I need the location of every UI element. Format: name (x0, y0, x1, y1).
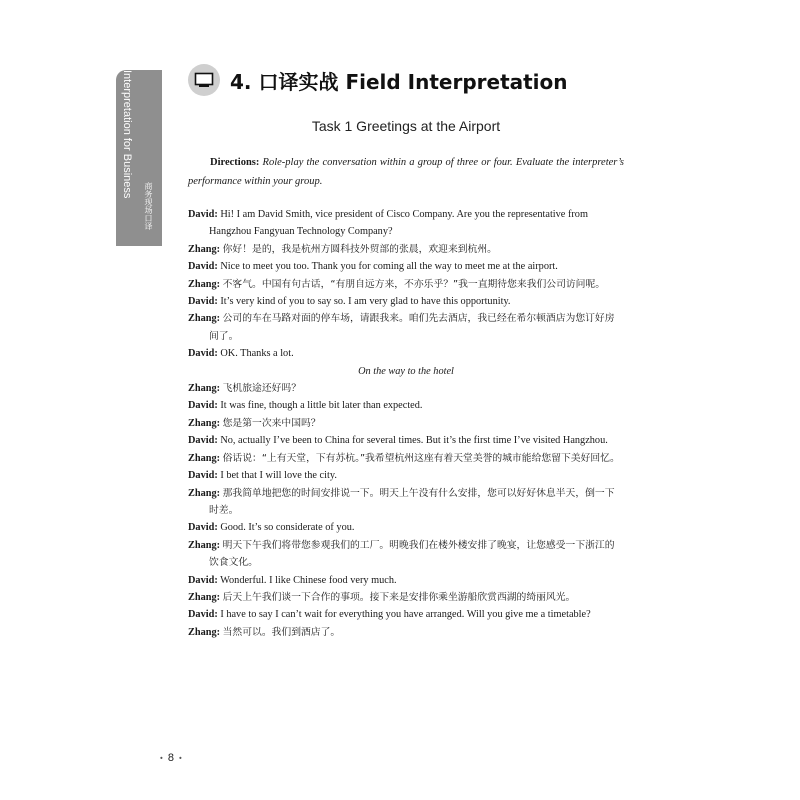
dialogue-text: 飞机旅途还好吗？ (222, 383, 302, 395)
speaker-label: David: (188, 470, 218, 482)
dialogue-text: It’s very kind of you to say so. I am very glad to have this opportunity. (220, 296, 511, 308)
speaker-label: David: (188, 522, 218, 534)
page-number: 8 (167, 752, 174, 764)
dialogue-line (188, 345, 624, 362)
dialogue-text: No, actually I’ve been to China for several times. But it’s the first time I’ve visited Hangzhou. (220, 435, 608, 447)
dialogue-line (188, 432, 624, 449)
dialogue-text: 你好！是的，我是杭州方圆科技外贸部的张晨，欢迎来到杭州。 (222, 243, 497, 255)
speaker-label: Zhang: (188, 243, 221, 255)
dialogue-line (188, 589, 624, 606)
dialogue-line (188, 397, 624, 414)
dialogue-line (188, 310, 624, 345)
speaker-label: David: (188, 348, 218, 360)
dialogue-text: OK. Thanks a lot. (220, 348, 294, 360)
dialogue-line (188, 537, 624, 572)
dialogue-text: 那我简单地把您的时间安排说一下。明天上午没有什么安排，您可以好好休息半天，倒一下时差。 (209, 487, 615, 516)
dialogue-line (188, 276, 624, 293)
speaker-label: Zhang: (188, 539, 221, 551)
speaker-label: David: (188, 296, 218, 308)
dialogue-text: Nice to meet you too. Thank you for coming all the way to meet me at the airport. (220, 261, 558, 273)
dialogue (188, 206, 624, 641)
scene-direction: On the way to the hotel (358, 365, 454, 377)
dialogue-line (188, 519, 624, 536)
dialogue-line (188, 293, 624, 310)
dialogue-text: Hi! I am David Smith, vice president of Cisco Company. Are you the representative from Hangzhou Fangyuan Technology Company? (209, 209, 588, 238)
dialogue-line (188, 572, 624, 589)
dialogue-text: 当然可以。我们到酒店了。 (222, 626, 341, 638)
dialogue-line (188, 241, 624, 258)
speaker-label: Zhang: (188, 452, 221, 464)
dialogue-text: 明天下午我们将带您参观我们的工厂。明晚我们在楼外楼安排了晚宴，让您感受一下浙江的饮食文化。 (209, 539, 615, 569)
dialogue-line (188, 258, 624, 275)
dialogue-text: It was fine, though a little bit later than expected. (220, 400, 423, 412)
section-header (188, 60, 568, 100)
dialogue-text: 公司的车在马路对面的停车场，请跟我来。咱们先去酒店，我已经在希尔顿酒店为您订好房间了。 (209, 313, 615, 342)
dialogue-text: 不客气。中国有句古话，“有朋自远方来，不亦乐乎？”我一直期待您来我们公司访问呢。 (222, 278, 606, 290)
side-tab-chinese-label: 商务现场口译 (144, 182, 153, 230)
directions-text: Role-play the conversation within a group of three or four. Evaluate the interpreter’s performance within your group. (188, 157, 624, 187)
speaker-label: David: (188, 574, 218, 586)
dialogue-line (188, 467, 624, 484)
dialogue-line (188, 624, 624, 641)
dialogue-line (188, 206, 624, 241)
dialogue-text: 后天上午我们谈一下合作的事项。接下来是安排你乘坐游船欣赏西湖的绮丽风光。 (222, 591, 576, 603)
speaker-label: David: (188, 400, 218, 412)
dialogue-text: 您是第一次来中国吗？ (222, 417, 321, 429)
section-title: 4. 口译实战 Field Interpretation (230, 69, 568, 94)
dialogue-line (188, 450, 624, 467)
speaker-label: Zhang: (188, 487, 221, 499)
speaker-label: David: (188, 435, 218, 447)
directions-paragraph (188, 153, 624, 191)
speaker-label: David: (188, 261, 218, 273)
dialogue-line (188, 415, 624, 432)
task-title: Task 1 Greetings at the Airport (311, 118, 501, 134)
speaker-label: Zhang: (188, 591, 221, 603)
dialogue-line (188, 380, 624, 397)
monitor-icon (188, 64, 220, 96)
speaker-label: Zhang: (188, 278, 221, 290)
side-tab-english-label: Interpretation for Business (121, 70, 133, 199)
speaker-label: Zhang: (188, 383, 221, 395)
speaker-label: Zhang: (188, 417, 221, 429)
speaker-label: Zhang: (188, 313, 221, 325)
dialogue-line (188, 606, 624, 623)
speaker-label: Zhang: (188, 626, 221, 638)
dialogue-text: 俗话说：“上有天堂，下有苏杭。”我希望杭州这座有着天堂美誉的城市能给您留下美好回忆。 (222, 452, 620, 464)
directions-label: Directions: (210, 157, 260, 168)
page-footer: • 8 • (160, 752, 182, 764)
speaker-label: David: (188, 609, 218, 621)
dialogue-line (188, 485, 624, 520)
dialogue-text: I bet that I will love the city. (220, 470, 337, 482)
dialogue-text: I have to say I can’t wait for everything you have arranged. Will you give me a timetable? (220, 609, 591, 621)
dialogue-text: Wonderful. I like Chinese food very much. (220, 574, 397, 586)
dialogue-text: Good. It’s so considerate of you. (220, 522, 355, 534)
speaker-label: David: (188, 209, 218, 220)
